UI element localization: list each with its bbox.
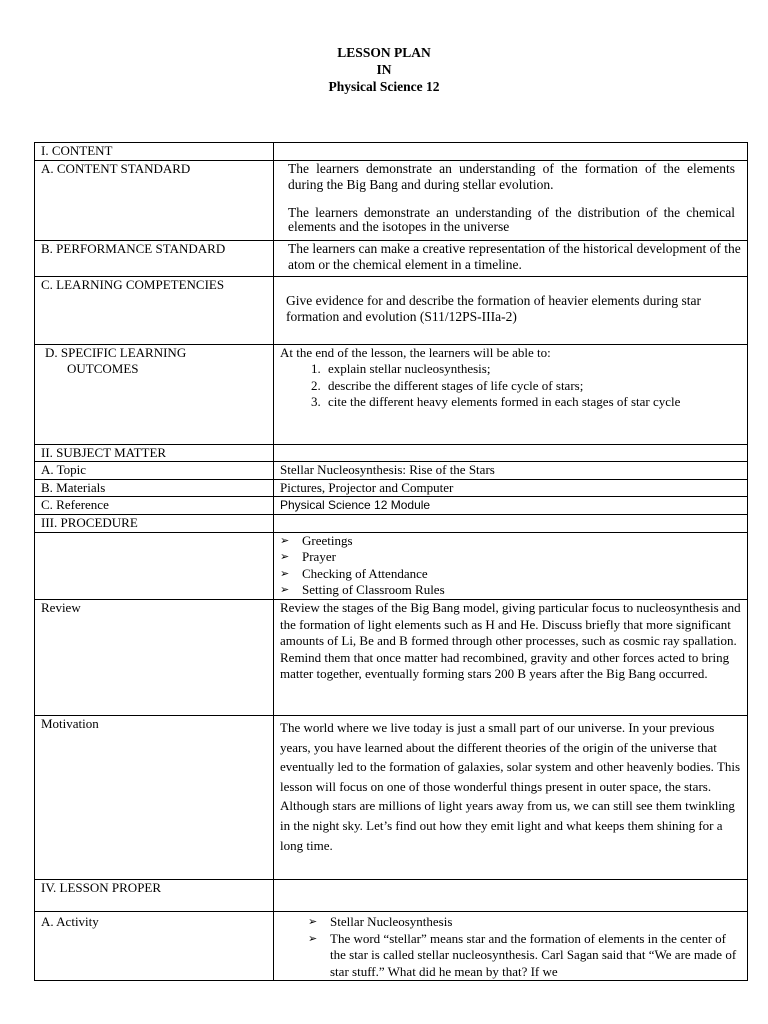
table-row [35,276,748,344]
table-row [35,911,748,980]
table-row [35,497,748,515]
table-row [35,514,748,532]
arrow-bullet-icon: ➢ [308,931,318,945]
review-label: Review [35,599,274,715]
subject-matter-heading: II. SUBJECT MATTER [35,444,274,462]
list-item: ➢ Greetings [280,532,353,548]
outcomes-label-line-2: OUTCOMES [67,361,139,377]
content-standard-text-1: The learners demonstrate an understanding of the formation of the elements during the Big Bang and during stellar evolution. [288,160,735,193]
lesson-proper-heading: IV. LESSON PROPER [35,879,274,911]
outcomes-list [280,361,741,411]
list-item: ➢ Stellar Nucleosynthesis [308,913,453,929]
table-row [35,462,748,480]
arrow-bullet-icon: ➢ [308,914,318,928]
learning-competencies-text: Give evidence for and describe the formation of heavier elements during star formation and evolution (S11/12PS-IIIa-2) [274,276,748,344]
motivation-label: Motivation [35,715,274,879]
title-line-3: Physical Science 12 [328,79,440,94]
table-row [35,444,748,462]
lesson-plan-table [34,142,748,981]
outcomes-label-line-1: D. SPECIFIC LEARNING [45,344,187,360]
arrow-bullet-icon: ➢ [280,566,290,580]
content-heading: I. CONTENT [35,143,274,161]
performance-standard-label: B. PERFORMANCE STANDARD [35,240,274,276]
arrow-bullet-icon: ➢ [280,583,290,597]
activity-list [280,914,741,980]
topic-label: A. Topic [35,462,274,480]
table-row [35,143,748,161]
performance-standard-text: The learners can make a creative representation of the historical development of the atom or the chemical element in a timeline. [274,240,748,276]
reference-value: Physical Science 12 Module [274,497,748,515]
reference-label: C. Reference [35,497,274,515]
title-line-1: LESSON PLAN [337,45,431,60]
table-row [35,715,748,879]
activity-label: A. Activity [35,911,274,980]
motivation-text: The world where we live today is just a small part of our universe. In your previous years, you have learned about the different theories of the origin of the universe that eventually led to the formation of galaxies, solar system and other heavenly bodies. This lesson will focus on one of those wonderful things present in outer space, the stars. Although stars are millions of light years away from us, we can still see them twinkling in the night sky. Let’s find out how they emit light and what keeps them shining for a long time. [274,715,748,879]
list-item: ➢ Checking of Attendance [280,565,428,581]
list-item: 1. explain stellar nucleosynthesis; [324,361,741,378]
list-item: 2. describe the different stages of life cycle of stars; [324,378,741,395]
table-row [35,599,748,715]
arrow-bullet-icon: ➢ [280,533,290,547]
learning-competencies-label: C. LEARNING COMPETENCIES [35,276,274,344]
outcomes-intro: At the end of the lesson, the learners will be able to: [280,344,551,360]
table-row [35,160,748,240]
topic-value: Stellar Nucleosynthesis: Rise of the Stars [274,462,748,480]
table-row [35,532,748,599]
list-item: 3. cite the different heavy elements formed in each stages of star cycle [324,394,741,411]
list-item: ➢ Prayer [280,549,336,565]
materials-label: B. Materials [35,479,274,497]
table-row [35,344,748,444]
list-item: ➢ Setting of Classroom Rules [280,582,445,598]
table-row [35,879,748,911]
title-line-2: IN [376,62,392,77]
arrow-bullet-icon: ➢ [280,550,290,564]
list-item: ➢ The word “stellar” means star and the formation of elements in the center of the star is called stellar nucleosynthesis. Carl Sagan said that “We are made of star stuff.” What did he mean by that? If we [308,930,737,979]
table-row [35,479,748,497]
table-row [35,240,748,276]
content-standard-text-2: The learners demonstrate an understanding of the distribution of the chemical elements and the isotopes in the universe [288,204,735,234]
content-standard-label: A. CONTENT STANDARD [35,160,274,240]
materials-value: Pictures, Projector and Computer [274,479,748,497]
preliminaries-list [280,533,741,599]
procedure-heading: III. PROCEDURE [35,514,274,532]
review-text: Review the stages of the Big Bang model, giving particular focus to nucleosynthesis and the formation of light elements such as H and He. Discuss briefly that more significant amounts of Li, Be and B formed through other processes, such as cosmic ray spallation. Remind them that once matter had recombined, gravity and other forces acted to bring matter together, eventually forming stars 200 B years after the Big Bang occurred. [274,599,748,715]
